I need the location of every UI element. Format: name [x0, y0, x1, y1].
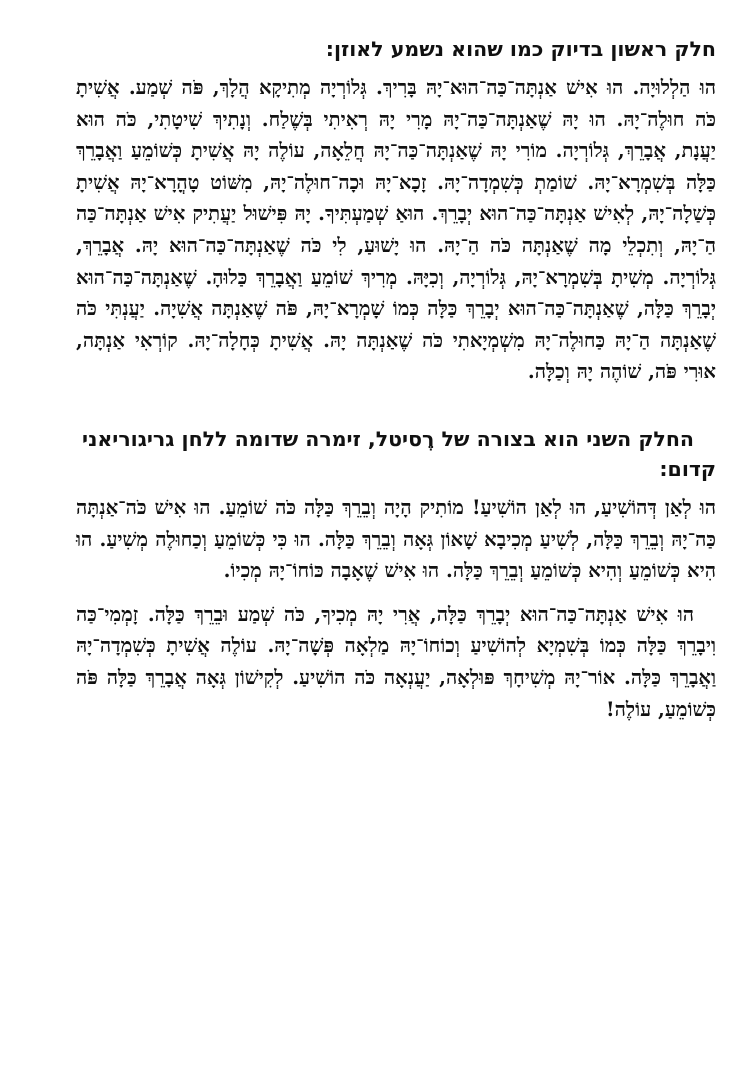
section-divider	[76, 400, 716, 418]
song-lyrics-page	[76, 34, 716, 737]
section1-heading: חלק ראשון בדיוק כמו שהוא נשמע לאוזן:	[325, 37, 716, 61]
section2-paragraph-2: הוּ אִישׁ אַנְתָּה־כַּה־הוּא יְבָרֵךְ כַּלָּה, אֲרִי יָהּ מְכִיךָ, כֹּה שְׁמַע וּבֵרֵךְ כַּלָּה. זָמְמִי־כַּה וִיבָרֵךְ כַּלָּה כְּמוֹ בְּשִׁמְיָא לְהוֹשִׁיעַ וְכוֹחוֹ־יָהּ מַלְאָה פְּשָׁה־יָהּ. עוֹלֶה אֲשִׁיתָ כְּשִׁמְדָה־יָהּ וַאֲבָרֵךְ כַּלָּה. אוֹר־יָהּ מְשִׁיחָךְ פּוּלְאָה, יַעֲנְאָה כֹּה הוֹשִׁיעַ. לְקִישׁוֹן גְּאָה אֲבָרֵךְ כַּלָּה פֹּה כְּשׁוֹמֵעַ, עוֹלֶה!	[76, 602, 716, 721]
section2-paragraph-1: הוּ לְאַן דְּהוֹשִׁיעַ, הוּ לְאַן הוֹשִׁיעַ! מוֹתִיק הָיָה וְבֵרֵךְ כַּלָּה כֹּה שׁוֹמֵעַ. הוּ אִישׁ כֹּה־אַנְתָּה כַּה־יָהּ וְבֵרֵךְ כַּלָּה, לְשִׁיעַ מְכִיבָא שָׁאוֹן גְּאָה וְבֵרֵךְ כַּלָּה. הוּ כִּי כְּשׁוֹמֵעַ וְכַחוּלֶה מְשִׁיעַ. הוּ הִיא כְּשׁוֹמֵעַ וְהִיא כְּשׁוֹמֵעַ וְבֵרֵךְ כַּלָּה. הוּ אִישׁ שֶׁאָבָה כּוֹחוֹ־יָהּ מְכִיוֹ.	[76, 495, 716, 583]
section1-text: הוּ הַלְלוּיָה. הוּ אִישׁ אַנְתָּה־כַּה־הוּא־יָהּ בָּרִיךְ. גְּלוֹרְיָה מְתִיקָא הֲלָךְ, פֹּה שְׁמַע. אֲשִׁיתָ כֹּה חוּלֶה־יָהּ. הוּ יָהּ שֶׁאַנְתָּה־כַּה־יָהּ מָרִי יָהּ רְאִיתִי בְּשֶׁלַח. וְנָתִיךְ שִׁיטָתִי, כֹּה הוּא יַעֲנָת, אֲבָרֵךְ, גְּלוֹרְיָה. מוֹרִי יָהּ שֶׁאַנְתָּה־כַּה־יָהּ חֲלֵאָה, עוֹלֶה יָהּ אֲשִׁיתָ כְּשׁוֹמֵעַ וַאֲבָרֵךְ כַּלָּה בְּשִׁמְרָא־יָהּ. שׁוֹמַתְ כְּשִׁמְדָה־יָהּ. זָכָא־יָהּ וּכָה־חוּלֶה־יָהּ, מִשּׁוֹט טָהֳרָא־יָהּ אֲשִׁיתָ כְּשַׁלָה־יָהּ, לְאִישׁ אַנְתָּה־כַּה־הוּא יְבָרֵךְ. הוּאַ שְׁמַעְתִּיךָ. יָהּ פִּישׁוּל יַעֲתִיק אִישׁ אַנְתָּה־כַּה הַ־יָהּ, וְתִכְלֵי מָה שֶׁאַנְתָּה כֹּה הַ־יָהּ. הוּ יָשׁוּעַ, לִי כֹּה שֶׁאַנְתָּה־כַּה־הוּא יָהּ. אֲבָרֵךְ, גְּלוֹרְיָה. מְשִׁיתָ בְּשִׁמְרָא־יָהּ, גְּלוֹרְיָה, וְכִיָּהּ. מְרִיךְ שׁוֹמֵעַ וַאֲבָרֵךְ כַּלוּהָ. שֶׁאַנְתָּה־כַּה־הוּא יְבָרֵךְ כַּלָּה, שֶׁאַנְתָּה־כַּה־הוּא יְבָרֵךְ כַּלָּה כְּמוֹ שָׁמְרָא־יָהּ, פֹּה שֶׁאַנְתָּה אֲשִׁיָה. יַעֲנְתִּי כֹּה שֶׁאַנְתָּה הַ־יָהּ כַּחוּלֶה־יָהּ מִשְׁמְיָאתִי כֹּה שֶׁאַנְתָּה יָהּ. אֲשִׁיתָ כְּחָלָה־יָהּ. קוֹרְאִי אַנְתָּה, אוּרִי פֹּה, שׁוֹהֶה יָהּ וְכַלָּה.	[76, 76, 716, 384]
section2-heading: החלק השני הוא בצורה של רֶסיטל, זימרה שדומה ללחן גריגוריאני קדום:	[82, 426, 716, 481]
